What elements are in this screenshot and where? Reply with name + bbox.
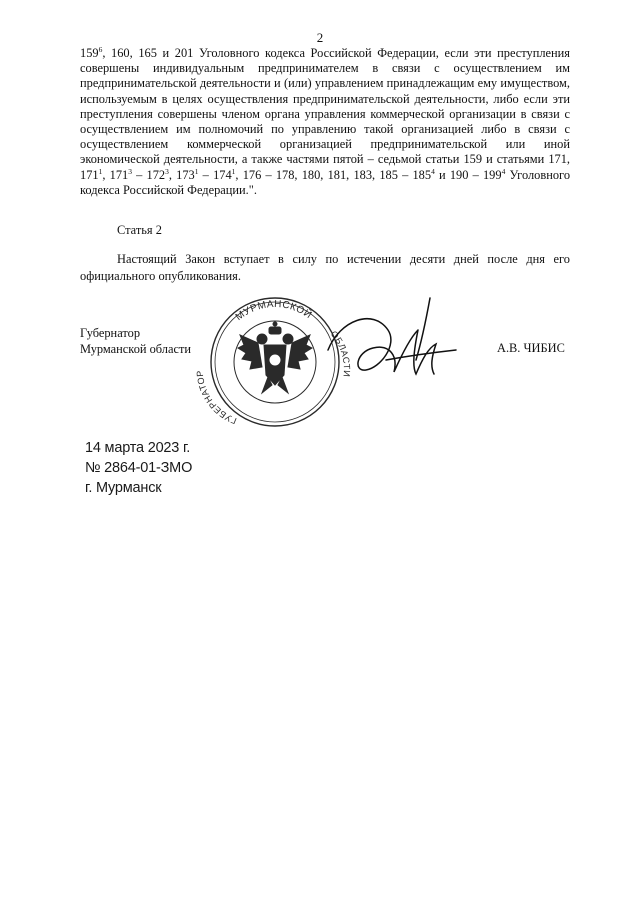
seal-text-left: ГУБЕРНАТОР [194, 369, 239, 427]
law-city: г. Мурманск [85, 480, 162, 496]
signatory-title-line: Губернатор [80, 326, 141, 340]
law-date: 14 марта 2023 г. [85, 440, 191, 456]
superscript: 1 [231, 166, 236, 176]
article-heading: Статья 2 [117, 223, 162, 237]
signer-name: А.В. ЧИБИС [497, 341, 565, 355]
continued-paragraph [80, 46, 570, 198]
body-text-segment: , 176 – 178, 180, 181, 183, 185 – 185 [235, 167, 432, 182]
signatory-title-line: Мурманской области [80, 342, 192, 356]
body-text-segment: Уголовного кодекса Российской Федерации.". [80, 167, 571, 197]
handwritten-signature [318, 290, 468, 405]
superscript: 3 [128, 166, 132, 176]
superscript: 1 [194, 166, 199, 176]
body-text-segment: и 190 – 199 [434, 167, 502, 182]
superscript: 1 [98, 166, 103, 176]
body-text-segment: , 160, 165 и 201 Уголовного кодекса Российской Федерации, если эти преступления совершены индивидуальным предпринимателем в связи с осуществлением им предпринимательской деятельности и (или) управлением принадлежащим ему имуществом, используемым в целях осуществления предпринимательской деятельности, либо если эти преступления совершены членом органа управления коммерческой организации в связи с осуществлением им полномочий по управлению такой организацией либо в связи с осуществлением коммерческой организацией предпринимательской или иной экономической деятельности, а также частями пятой – седьмой статьи 159 и статьями 171, 171 [80, 46, 570, 182]
page-number: 2 [316, 30, 324, 45]
superscript: 6 [98, 44, 103, 54]
body-text-segment: – 174 [198, 167, 232, 182]
effective-date-paragraph: Настоящий Закон вступает в силу по истечении десяти дней после дня его официального опубликования. [80, 252, 570, 283]
seal-text-right: ОБЛАСТИ [328, 328, 352, 378]
seal-text-top: МУРМАНСКОЙ [233, 298, 314, 323]
signatory-title [80, 325, 191, 357]
body-text-segment: , 171 [102, 167, 129, 182]
superscript: 3 [165, 166, 169, 176]
body-text-segment: – 172 [131, 167, 166, 182]
law-number: № 2864-01-ЗМО [85, 460, 193, 476]
body-text-segment: , 173 [168, 167, 195, 182]
superscript: 4 [431, 166, 435, 176]
body-text-segment: 159 [80, 46, 99, 60]
registration-stamp [85, 438, 192, 498]
superscript: 4 [501, 166, 506, 176]
double-headed-eagle-icon [238, 322, 312, 393]
